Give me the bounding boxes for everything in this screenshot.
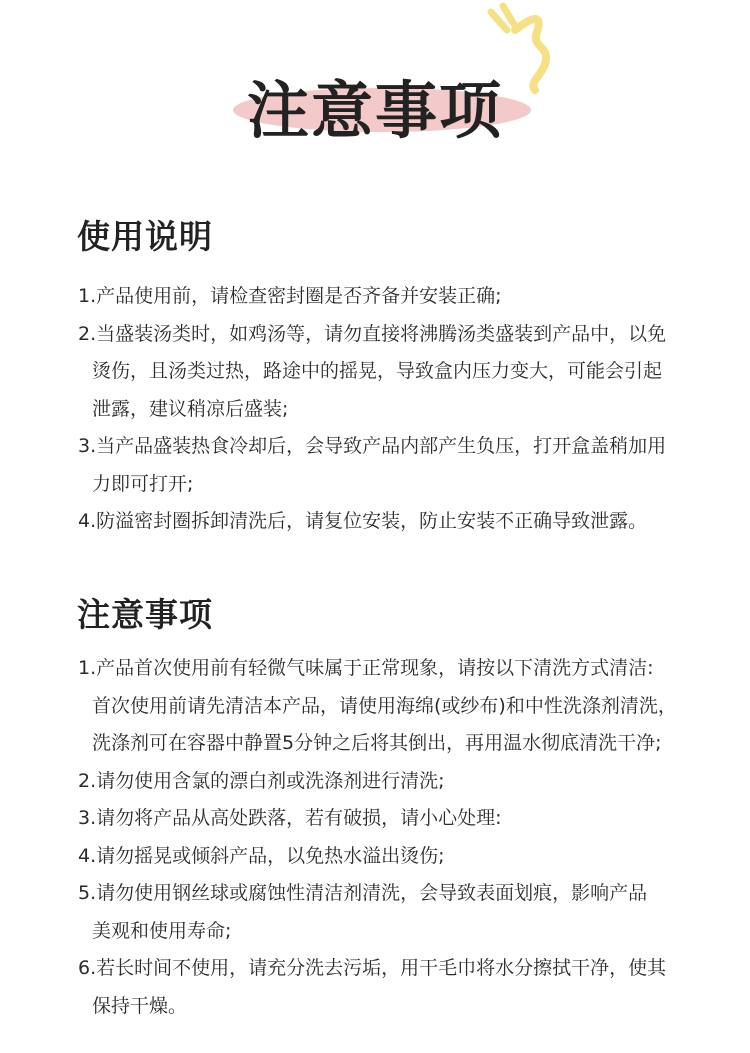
- list-item-line: 美观和使用寿命;: [92, 919, 232, 942]
- notes-section-title: 注意事项: [77, 595, 213, 634]
- page-header: [0, 0, 750, 150]
- list-item: [78, 503, 718, 541]
- list-item: [78, 838, 718, 876]
- list-item: [78, 875, 718, 950]
- list-item-line: 1.产品首次使用前有轻微气味属于正常现象，请按以下清洗方式清洁:: [78, 657, 654, 679]
- list-item-line: 洗涤剂可在容器中静置5分钟之后将其倒出，再用温水彻底清洗干净;: [92, 732, 662, 754]
- list-item-line: 泄露，建议稍凉后盛装;: [92, 397, 289, 420]
- notes-list: [78, 650, 718, 1025]
- list-item-line: 2.请勿使用含氯的漂白剂或洗涤剂进行清洗;: [78, 769, 445, 792]
- list-item: [78, 763, 718, 801]
- list-item-line: 6.若长时间不使用，请充分洗去污垢，用干毛巾将水分擦拭干净，使其: [78, 957, 667, 979]
- list-item-line: 3.请勿将产品从高处跌落，若有破损，请小心处理:: [78, 807, 502, 829]
- list-item-line: 4.请勿摇晃或倾斜产品，以免热水溢出烫伤;: [78, 844, 445, 867]
- list-item: [78, 800, 718, 838]
- list-item: [78, 428, 718, 503]
- list-item: [78, 316, 718, 429]
- list-item-line: 3.当产品盛装热食冷却后，会导致产品内部产生负压，打开盒盖稍加用: [78, 435, 667, 457]
- usage-list: [78, 278, 718, 541]
- list-item-line: 5.请勿使用钢丝球或腐蚀性清洁剂清洗，会导致表面划痕，影响产品: [78, 882, 648, 904]
- list-item-line: 4.防溢密封圈拆卸清洗后，请复位安装，防止安装不正确导致泄露。: [78, 510, 648, 532]
- sparkle-squiggle-icon: [485, 0, 565, 95]
- list-item: [78, 950, 718, 1025]
- list-item: [78, 278, 718, 316]
- list-item-line: 2.当盛装汤类时，如鸡汤等，请勿直接将沸腾汤类盛装到产品中，以免: [78, 322, 667, 345]
- list-item-line: 力即可打开;: [92, 472, 194, 495]
- page-title: 注意事项: [246, 73, 503, 147]
- list-item: [78, 650, 718, 763]
- list-item-line: 保持干燥。: [92, 994, 188, 1017]
- usage-section-title: 使用说明: [77, 217, 213, 256]
- list-item-line: 1.产品使用前，请检查密封圈是否齐备并安装正确;: [78, 285, 502, 307]
- list-item-line: 烫伤，且汤类过热，路途中的摇晃，导致盒内压力变大，可能会引起: [92, 360, 663, 382]
- list-item-line: 首次使用前请先清洁本产品，请使用海绵(或纱布)和中性洗涤剂清洗，: [92, 694, 677, 717]
